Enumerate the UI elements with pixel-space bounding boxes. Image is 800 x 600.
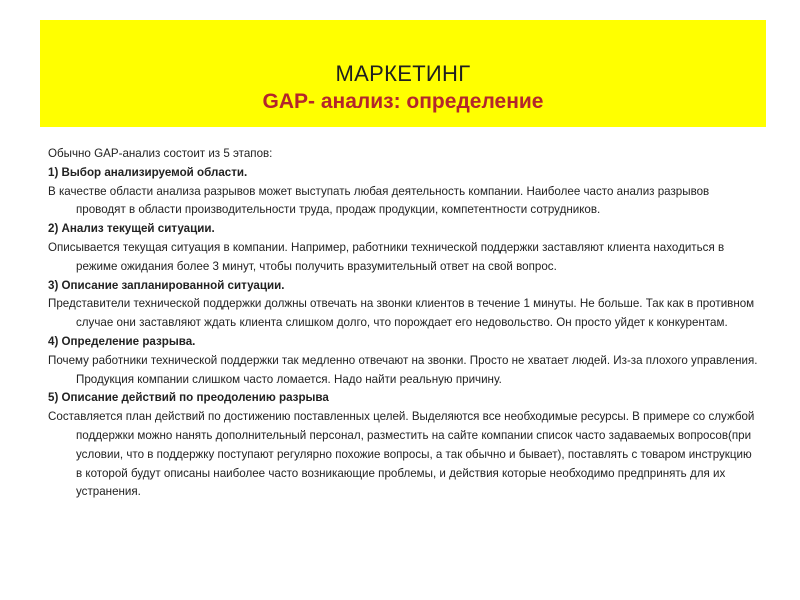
page-title: МАРКЕТИНГ [335,61,471,86]
body-text [48,145,760,502]
step-4-text: Почему работники технической поддержки так медленно отвечают на звонки. Просто не хватает людей. Из-за плохого управления. Продукция компании слишком часто ломается. Надо найти реальную причину. [48,353,758,386]
title-banner [40,20,766,127]
intro-text: Обычно GAP-анализ состоит из 5 этапов: [48,147,273,160]
step-5-text: Составляется план действий по достижению поставленных целей. Выделяются все необходимые ресурсы. В примере со службой поддержки можно нанять дополнительный персонал, разместить на сайте компании список часто задаваемых вопросов(при условии, что в поддержку поступают регулярно похожие вопросы, а так обычно и бывает), поставлять с товаром инструкцию в которой будут описаны наиболее часто возникающие проблемы, и действия которые необходимо предпринять для их устранения. [48,410,755,499]
step-5-heading: 5) Описание действий по преодолению разрыва [48,391,329,405]
step-3-heading: 3) Описание запланированной ситуации. [48,278,285,292]
step-3-text: Представители технической поддержки должны отвечать на звонки клиентов в течение 1 минуты. Не больше. Так как в противном случае они заставляют ждать клиента слишком долго, что порождает его недовольство. Он просто уйдет к конкурентам. [48,297,755,330]
step-2-text: Описывается текущая ситуация в компании. Например, работники технической поддержки заставляют клиента находиться в режиме ожидания более 3 минут, чтобы получить вразумительный ответ на свой вопрос. [48,240,725,273]
step-1-heading: 1) Выбор анализируемой области. [48,165,248,179]
step-4-heading: 4) Определение разрыва. [48,334,196,348]
page-subtitle: GAP- анализ: определение [262,90,544,113]
step-2-heading: 2) Анализ текущей ситуации. [48,222,215,236]
step-1-text: В качестве области анализа разрывов может выступать любая деятельность компании. Наиболее часто анализ разрывов проводят в области производительности труда, продаж продукции, компетентности сотрудников. [48,184,710,217]
